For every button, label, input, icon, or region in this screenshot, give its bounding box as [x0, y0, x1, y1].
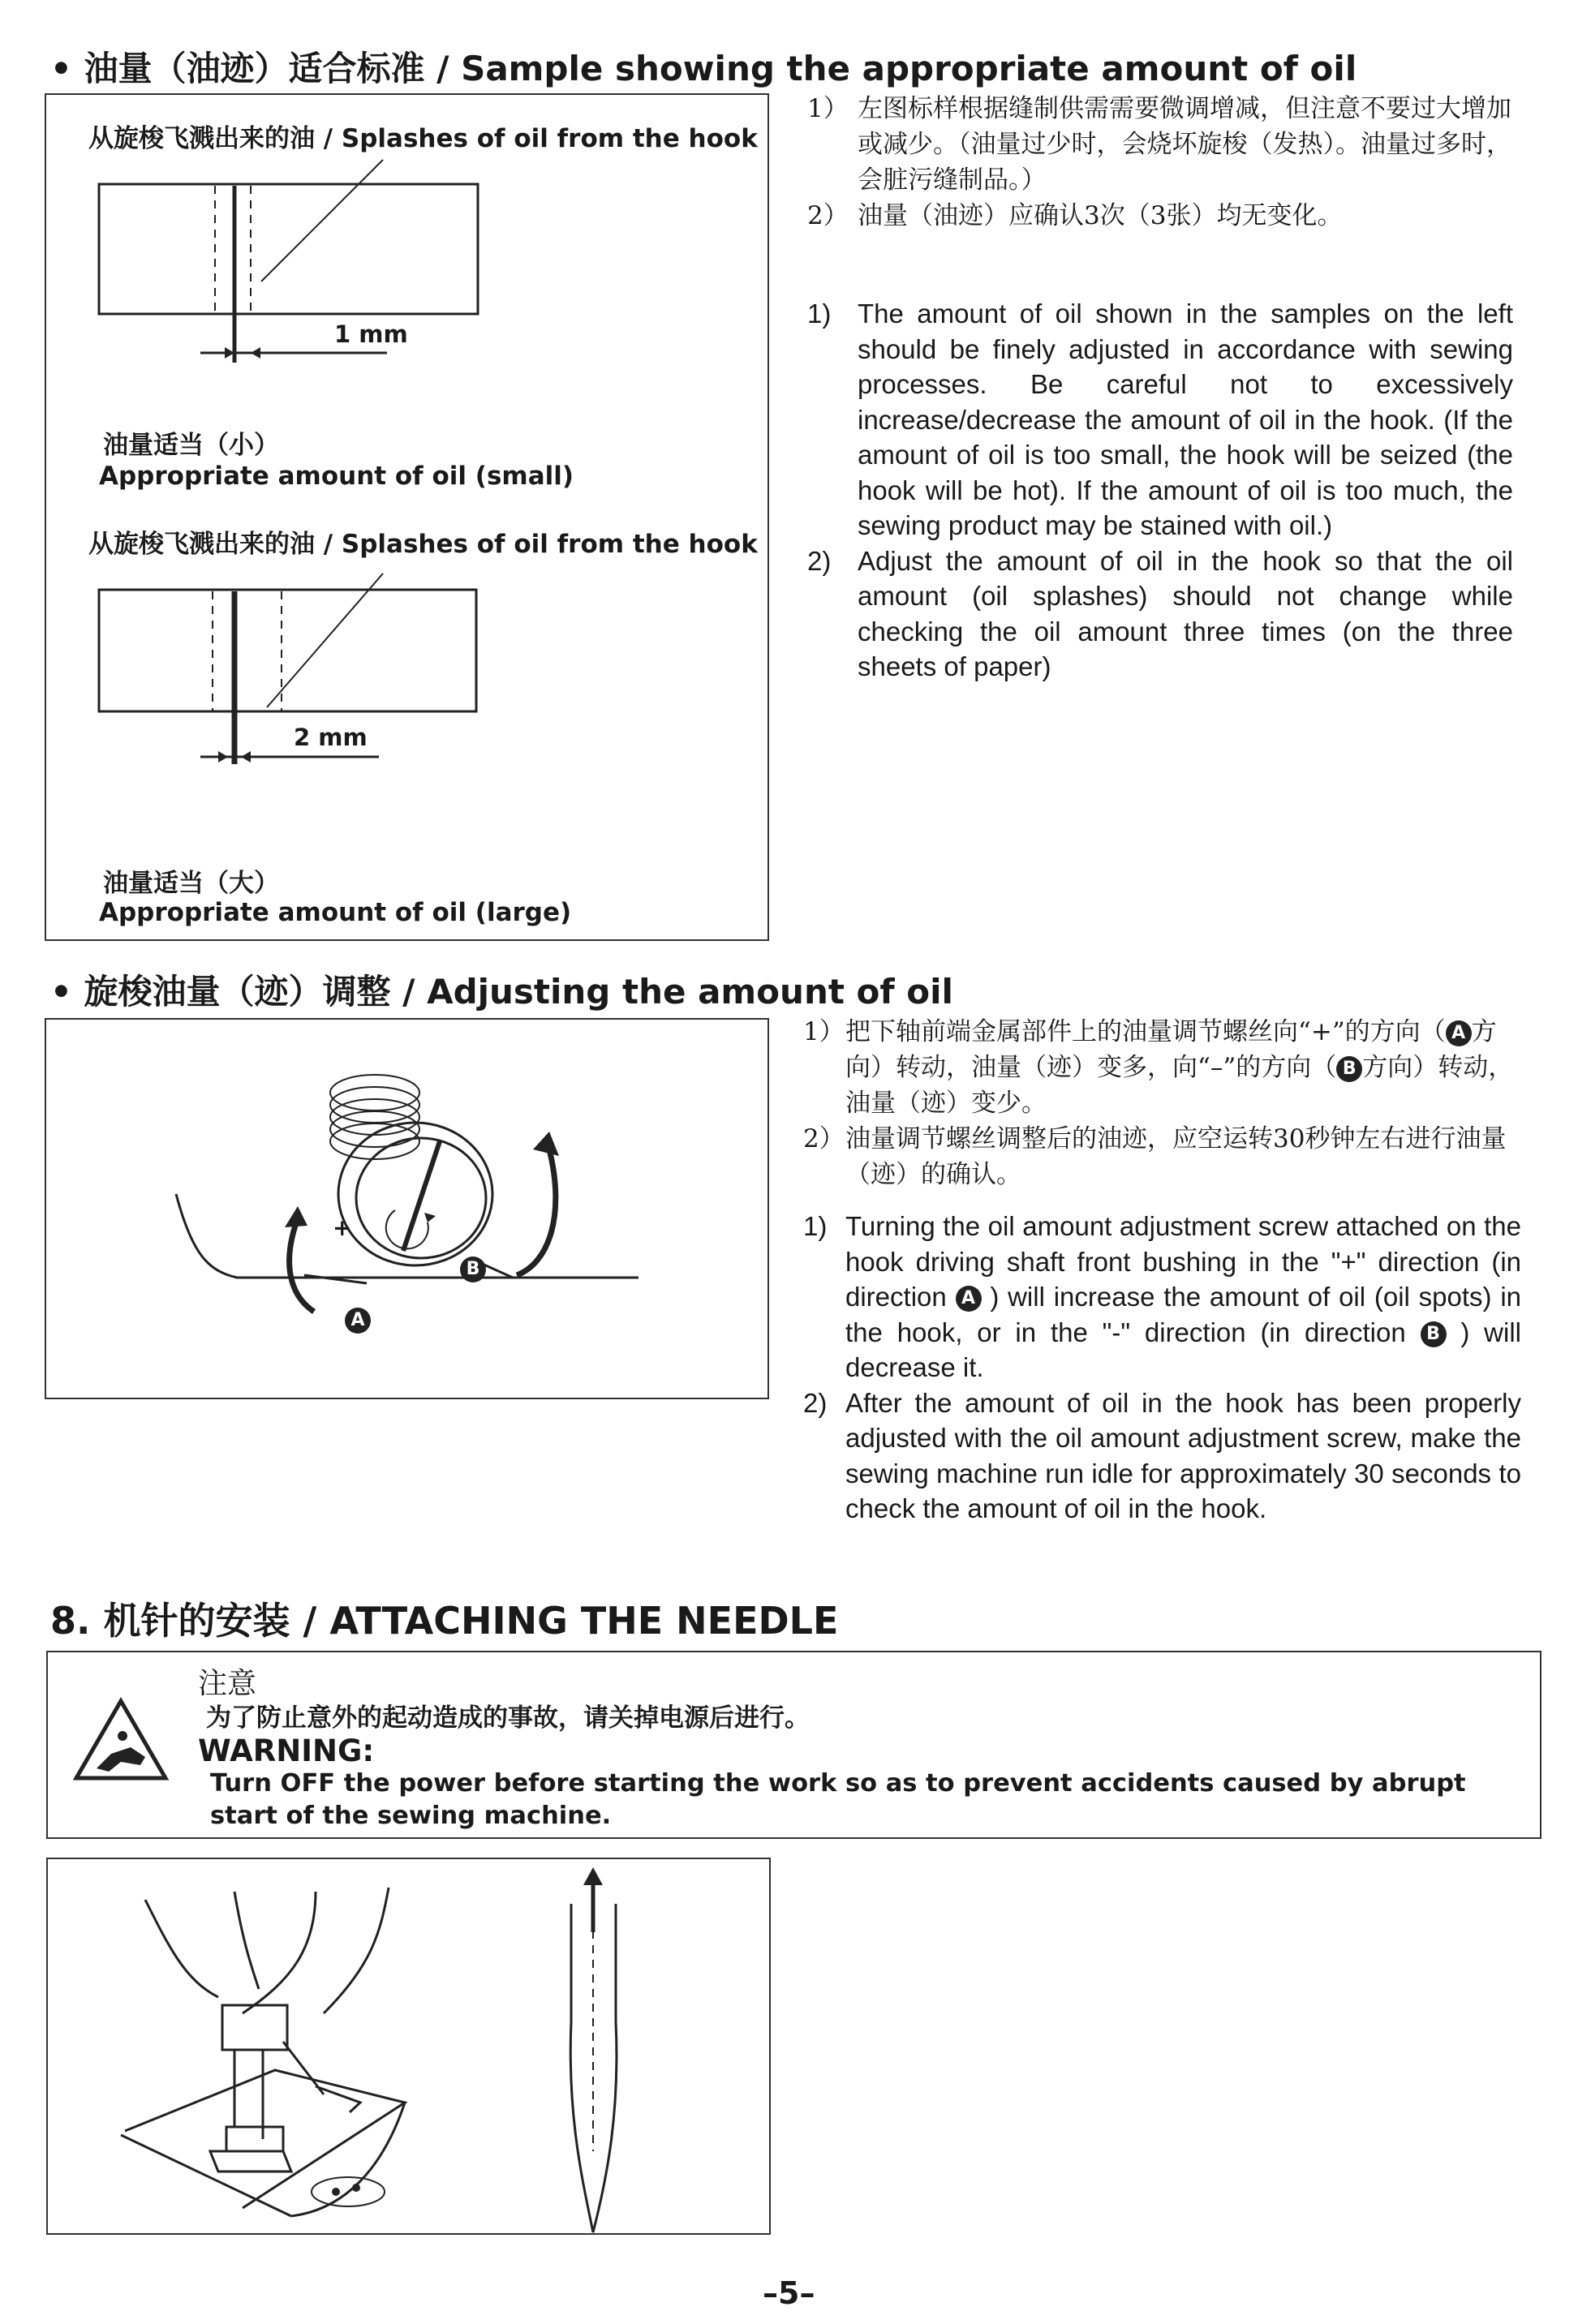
- section-title-oil-sample: [50, 42, 1357, 91]
- adjust-en-notes: [803, 1209, 1521, 1527]
- large-cn-label: 油量适当（大）: [103, 869, 279, 898]
- large-en-label: Appropriate amount of oil (large): [99, 898, 572, 927]
- en-note-2: 2) Adjust the amount of oil in the hook so that the oil amount (oil splashes) should not change while checking the oil amount three times (on the three sheets of paper): [807, 545, 1513, 681]
- screw-illustration: [46, 1020, 771, 1401]
- dimension-2mm: 2 mm: [294, 724, 368, 751]
- warning-hand-icon: [72, 1697, 170, 1786]
- inline-a-marker: A: [1446, 1020, 1472, 1046]
- warning-cn-text: 为了防止意外的起动造成的事故，请关掉电源后进行。: [206, 1703, 810, 1733]
- label-b-marker: B: [460, 1257, 486, 1282]
- small-en-label: Appropriate amount of oil (small): [99, 462, 574, 491]
- small-cn-label: 油量适当（小）: [103, 431, 279, 460]
- warning-box: [46, 1651, 1541, 1839]
- oil-sample-en-notes: [807, 296, 1513, 685]
- adjust-en-note-1: 1) Turning the oil amount adjustment screw attached on the hook driving shaft front bushing in the "+" direction (in direction A ) will increase the amount of oil (oil spots) in the hook, or in the "-" direction (in direction B ) will decrease it.: [803, 1211, 1522, 1382]
- needle-figure: [46, 1858, 771, 2235]
- adjust-screw-figure: [45, 1018, 769, 1399]
- warning-cn-title: 注意: [198, 1667, 257, 1700]
- warning-en-text: Turn OFF the power before starting the work so as to prevent accidents caused by abrupt start of the sewing machine.: [210, 1769, 1466, 1830]
- adjust-cn-note-1: 1） 把下轴前端金属部件上的油量调节螺丝向“+”的方向（ A 方向）转动，油量（迹）变多，向“–”的方向（ B 方向）转动，油量（迹）变少。: [803, 1017, 1514, 1118]
- section-title-adjust: • 旋梭油量（迹）调整 / Adjusting the amount of oil: [50, 972, 953, 1012]
- section-title-needle: 8. 机针的安装 / ATTACHING THE NEEDLE: [50, 1599, 839, 1643]
- plus-mark: +: [333, 1214, 352, 1241]
- adjust-cn-note-2: 2） 油量调节螺丝调整后的油迹，应空运转30秒钟左右进行油量（迹）的确认。: [803, 1124, 1507, 1189]
- label-a-marker: A: [345, 1308, 371, 1334]
- splash-label-2: 从旋梭飞溅出来的油 / Splashes of oil from the hook: [88, 530, 758, 559]
- inline-en-b-marker: B: [1421, 1321, 1447, 1347]
- cn-note-1: 1） 左图标样根据缝制供需需要微调增减，但注意不要过大增加或减少。（油量过少时，会烧坏旋梭（发热）。油量过多时，会脏污缝制品。）: [807, 94, 1511, 195]
- splash-label-1: 从旋梭飞溅出来的油 / Splashes of oil from the hook: [88, 124, 758, 153]
- oil-sample-figure: [45, 93, 769, 941]
- warning-en-title: WARNING:: [198, 1733, 375, 1768]
- inline-b-marker: B: [1336, 1056, 1362, 1082]
- adjust-en-note-2: 2) After the amount of oil in the hook has been properly adjusted with the oil amount adjustment screw, make the sewing machine run idle for approximately 30 seconds to check the amount of oil in the hook.: [803, 1387, 1521, 1523]
- paper-diagram-small: [46, 95, 771, 943]
- inline-en-a-marker: A: [956, 1286, 982, 1312]
- bullet: •: [50, 49, 72, 88]
- adjust-cn-notes: [803, 1014, 1525, 1192]
- en-note-1: 1) The amount of oil shown in the samples on the left should be finely adjusted in accordance with sewing processes. Be careful not to excessively increase/decrease the amount of oil in the hook. (If the amount of oil is too small, the hook will be seized (the hook will be hot). If the amount of oil is too much, the sewing product may be stained with oil.): [807, 299, 1513, 540]
- needle-illustration: [48, 1859, 772, 2236]
- page-number: –5–: [763, 2275, 815, 2311]
- dimension-1mm: 1 mm: [334, 320, 408, 348]
- oil-sample-cn-notes: [807, 91, 1521, 234]
- section-title-text: 油量（油迹）适合标准 / Sample showing the appropriate amount of oil: [84, 49, 1357, 88]
- cn-note-2: 2） 油量（油迹）应确认3次（3张）均无变化。: [807, 201, 1343, 230]
